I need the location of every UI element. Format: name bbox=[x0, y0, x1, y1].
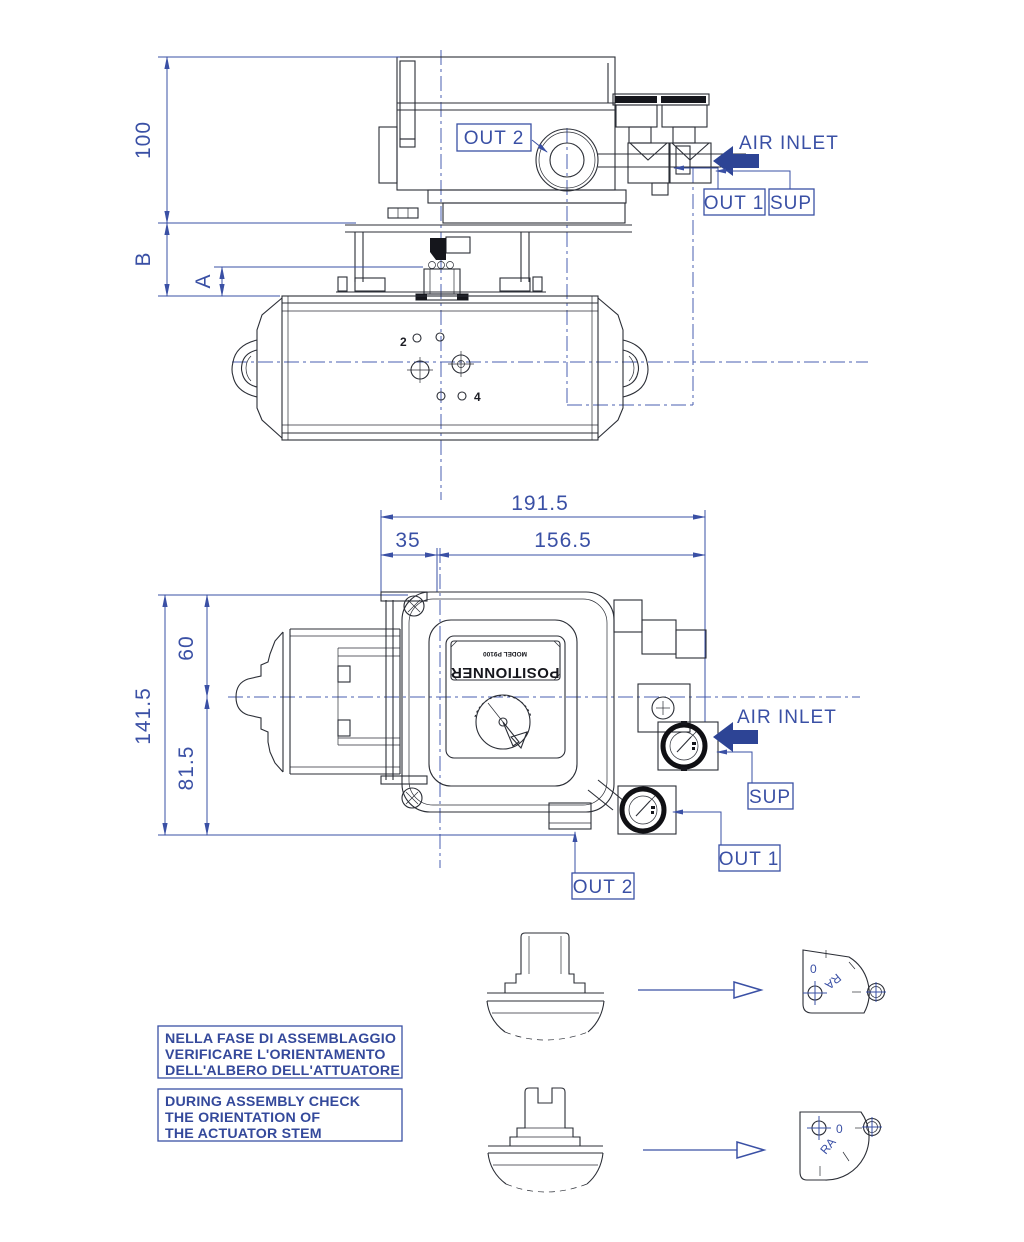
dimension-60 bbox=[175, 595, 207, 697]
out2-label-top bbox=[457, 124, 547, 152]
dimension-35 bbox=[381, 529, 437, 592]
stem-slotted bbox=[488, 1088, 603, 1192]
dim-191-5-text: 191.5 bbox=[511, 492, 569, 515]
stem-coupling-top bbox=[416, 237, 470, 300]
cam-plate-top bbox=[803, 950, 886, 1013]
dim-60-text: 60 bbox=[175, 635, 198, 661]
air-inlet-top bbox=[713, 133, 839, 176]
top-view bbox=[132, 50, 868, 500]
dim-100-text: 100 bbox=[132, 120, 155, 160]
stem-square bbox=[487, 933, 604, 1040]
dim-B-text: B bbox=[132, 251, 155, 267]
dim-81-5-text: 81.5 bbox=[175, 745, 198, 791]
pressure-gauge-sup bbox=[658, 721, 718, 771]
note-english-line3: THE ACTUATOR STEM bbox=[165, 1126, 322, 1142]
arrow-top bbox=[638, 982, 761, 998]
screw-top-left-icon bbox=[404, 596, 424, 616]
sup-label-text: SUP bbox=[769, 193, 813, 214]
nameplate-model: MODEL P9100 bbox=[483, 650, 527, 657]
actuator-body-top bbox=[232, 296, 648, 440]
out2-front-text: OUT 2 bbox=[572, 877, 634, 898]
orientation-section bbox=[158, 933, 886, 1192]
arrow-bottom bbox=[643, 1142, 764, 1158]
dial bbox=[475, 695, 531, 749]
plate-top-zero: 0 bbox=[810, 962, 817, 976]
positioner-front-body bbox=[402, 592, 706, 829]
plate-bottom-ra: RA bbox=[817, 1135, 839, 1157]
dim-35-text: 35 bbox=[395, 529, 421, 552]
out1-label-top bbox=[674, 168, 765, 215]
cam-plate-bottom bbox=[800, 1112, 882, 1180]
actuator-side-view bbox=[236, 592, 427, 784]
out1-label-text: OUT 1 bbox=[703, 193, 765, 214]
nameplate-title: POSITIONNER bbox=[450, 664, 560, 681]
out2-label-text: OUT 2 bbox=[463, 128, 525, 149]
note-english bbox=[158, 1089, 402, 1142]
sup-front-text: SUP bbox=[748, 787, 792, 808]
air-inlet-text: AIR INLET bbox=[739, 133, 839, 154]
dimension-141-5 bbox=[132, 595, 575, 835]
air-inlet-front-text: AIR INLET bbox=[737, 707, 837, 728]
screw-right-icon bbox=[652, 697, 674, 719]
sup-label-front bbox=[717, 752, 793, 809]
dim-A-text: A bbox=[192, 273, 215, 289]
note-italian-line2: VERIFICARE L'ORIENTAMENTO bbox=[165, 1047, 386, 1063]
plate-top-ra: RA bbox=[822, 970, 844, 993]
dim-141-5-text: 141.5 bbox=[132, 687, 155, 745]
note-italian-line3: DELL'ALBERO DELL'ATTUATORE bbox=[165, 1063, 400, 1079]
out2-label-front bbox=[572, 832, 634, 899]
dimension-156-5 bbox=[437, 529, 705, 555]
dimension-191-5 bbox=[381, 492, 705, 722]
gauge-manifold-top bbox=[613, 94, 711, 195]
note-italian bbox=[158, 1026, 402, 1079]
nameplate bbox=[451, 641, 560, 681]
note-italian-line1: NELLA FASE DI ASSEMBLAGGIO bbox=[165, 1031, 397, 1047]
note-english-line2: THE ORIENTATION OF bbox=[165, 1110, 321, 1126]
out1-front-text: OUT 1 bbox=[718, 849, 780, 870]
dimension-100 bbox=[132, 57, 400, 223]
note-english-line1: DURING ASSEMBLY CHECK bbox=[165, 1094, 361, 1110]
air-inlet-front bbox=[713, 707, 837, 752]
front-view bbox=[132, 492, 860, 899]
dimension-81-5 bbox=[175, 697, 207, 835]
dim-156-5-text: 156.5 bbox=[534, 529, 592, 552]
port-number-4: 4 bbox=[474, 390, 481, 404]
pressure-gauge-out1 bbox=[618, 786, 676, 834]
out1-label-front bbox=[673, 812, 780, 871]
mounting-bracket-top bbox=[336, 225, 632, 292]
port-number-2: 2 bbox=[400, 335, 407, 349]
plate-bottom-zero: 0 bbox=[836, 1122, 843, 1136]
